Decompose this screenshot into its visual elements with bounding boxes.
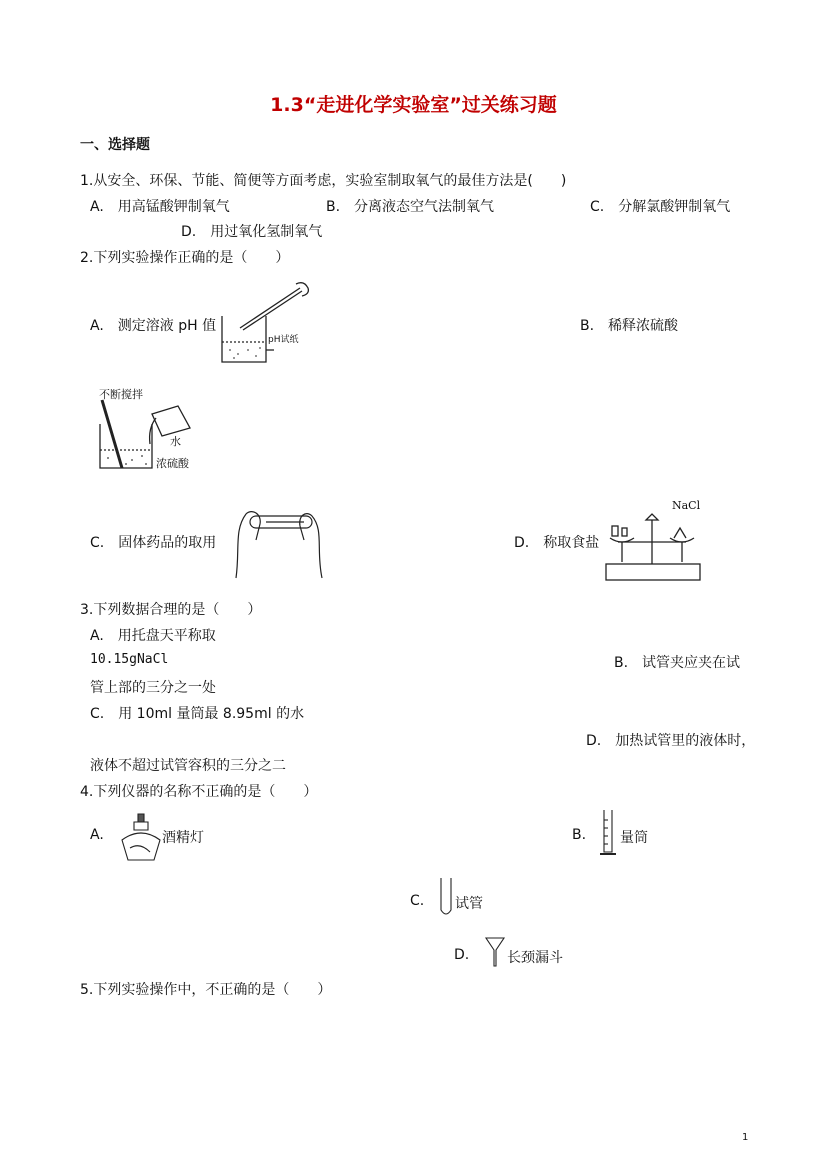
question-1-option-b: B. 分离液态空气法制氧气 [326,199,495,215]
solid-reagent-figure [226,500,334,580]
ph-paper-label: pH试纸 [268,335,299,345]
question-4-option-c-letter: C. [410,893,425,909]
question-2-option-b: B. 稀释浓硫酸 [580,318,679,334]
stir-label: 不断搅拌 [99,388,143,401]
question-5-stem: 5.下列实验操作中，不正确的是（ ） [80,982,332,998]
test-tube-icon [438,876,454,918]
question-3-option-b-line2: 管上部的三分之一处 [90,680,216,696]
conc-acid-label: 浓硫酸 [156,457,189,470]
question-2-option-a: A. 测定溶液 pH 值 [90,318,217,334]
page-number: 1 [742,1132,749,1143]
question-4-option-c-label: 试管 [455,896,483,912]
question-3-option-c: C. 用 10ml 量筒最 8.95ml 的水 [90,706,305,722]
alcohol-lamp-icon [118,812,164,864]
question-4-stem: 4.下列仪器的名称不正确的是（ ） [80,784,318,800]
question-1-option-a: A. 用高锰酸钾制氧气 [90,199,230,215]
question-1-option-c: C. 分解氯酸钾制氧气 [590,199,731,215]
question-2-option-d: D. 称取食盐 [514,535,600,551]
question-1-stem: 1.从安全、环保、节能、简便等方面考虑，实验室制取氧气的最佳方法是( ) [80,173,567,189]
question-3-option-d-line2: 液体不超过试管容积的三分之二 [90,758,286,774]
question-4-option-a-letter: A. [90,827,104,843]
question-4-option-a-label: 酒精灯 [162,830,204,846]
question-2-stem: 2.下列实验操作正确的是（ ） [80,250,290,266]
question-4-option-d-letter: D. [454,947,470,963]
question-3-stem: 3.下列数据合理的是（ ） [80,602,262,618]
question-1-option-d: D. 用过氧化氢制氧气 [181,224,323,240]
question-3-option-a-line2: 10.15gNaCl [90,652,169,667]
ph-test-figure [216,280,316,365]
balance-figure [604,504,704,584]
question-2-option-c: C. 固体药品的取用 [90,535,217,551]
question-3-option-d-line1: D. 加热试管里的液体时， [586,733,756,749]
funnel-icon [484,936,506,968]
dilute-acid-figure [96,398,206,472]
question-3-option-b-line1: B. 试管夹应夹在试 [614,655,741,671]
question-4-option-b-label: 量筒 [620,830,648,846]
nacl-label: NaCl [672,499,701,512]
page-title: 1.3“走进化学实验室”过关练习题 [270,94,557,116]
question-4-option-d-label: 长颈漏斗 [507,950,563,966]
section-heading: 一、选择题 [80,137,150,153]
water-label: 水 [170,435,181,448]
question-3-option-a-line1: A. 用托盘天平称取 [90,628,216,644]
question-4-option-b-letter: B. [572,827,587,843]
graduated-cylinder-icon [598,808,618,858]
